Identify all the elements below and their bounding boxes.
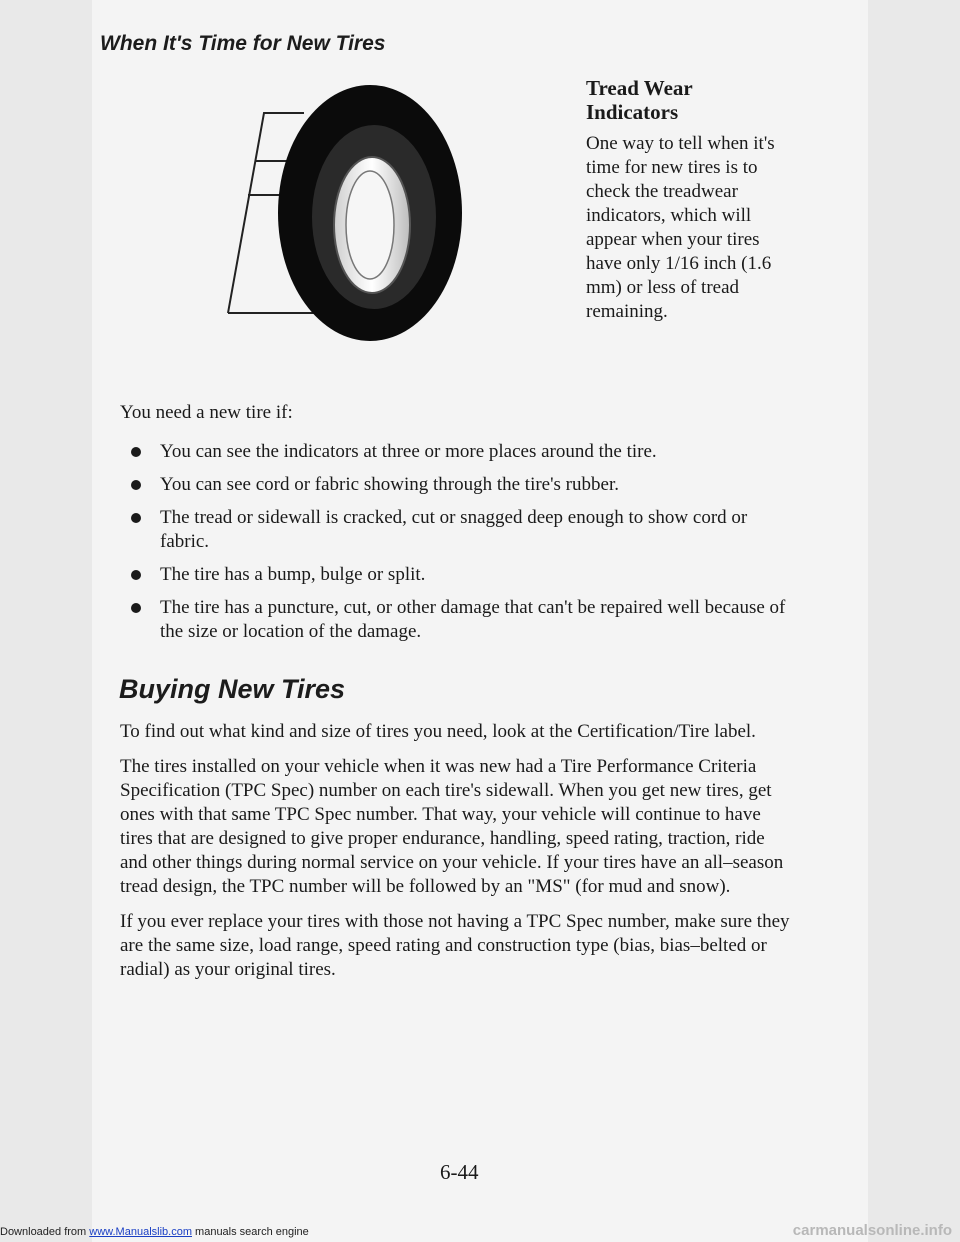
paragraph: To find out what kind and size of tires you need, look at the Certification/Tire label. [120, 721, 756, 742]
new-tire-conditions-list [120, 440, 800, 653]
tread-wear-indicators-heading: Tread Wear Indicators [586, 76, 693, 124]
tire-tread-wear-illustration [220, 65, 480, 365]
list-item: The tire has a puncture, cut, or other damage that can't be repaired well because of the size or location of the damage. [120, 596, 800, 644]
list-item: The tire has a bump, bulge or split. [120, 563, 800, 587]
bullet-icon [131, 603, 141, 613]
paragraph: The tires installed on your vehicle when it was new had a Tire Performance Criteria Specification (TPC Spec) number on each tire's sidewall. When you get new tires, get ones with that same TPC Spec number. That way, your vehicle will continue to have tires that are designed to give proper endurance, handling, speed rating, traction, ride and other things during normal service on your vehicle. If your tires have an all–season tread design, the TPC number will be followed by an "MS" (for mud and snow). [120, 756, 784, 897]
watermark: carmanualsonline.info [792, 1222, 952, 1239]
buying-new-tires-heading: Buying New Tires [119, 674, 346, 704]
list-item: You can see cord or fabric showing through the tire's rubber. [120, 473, 800, 497]
bullet-icon [131, 570, 141, 580]
bullet-icon [131, 480, 141, 490]
tread-wear-indicators-text: One way to tell when it's time for new tires is to check the treadwear indicators, which will appear when your tires have only 1/16 inch (1.6 mm) or less of tread remaining. [586, 133, 775, 322]
bullet-icon [131, 513, 141, 523]
manualslib-link[interactable]: www.Manualslib.com [89, 1226, 192, 1238]
download-footer: Downloaded from www.Manualslib.com manuals search engine [0, 1226, 309, 1238]
new-tire-intro: You need a new tire if: [120, 402, 293, 423]
bullet-icon [131, 447, 141, 457]
list-item: You can see the indicators at three or more places around the tire. [120, 440, 800, 464]
page-number: 6-44 [440, 1160, 479, 1184]
paragraph: If you ever replace your tires with those not having a TPC Spec number, make sure they are the same size, load range, speed rating and construction type (bias, bias–belted or radial) as your original tires. [120, 911, 790, 980]
buying-new-tires-body [120, 720, 790, 993]
page-header-title: When It's Time for New Tires [100, 32, 386, 55]
list-item: The tread or sidewall is cracked, cut or snagged deep enough to show cord or fabric. [120, 506, 800, 554]
